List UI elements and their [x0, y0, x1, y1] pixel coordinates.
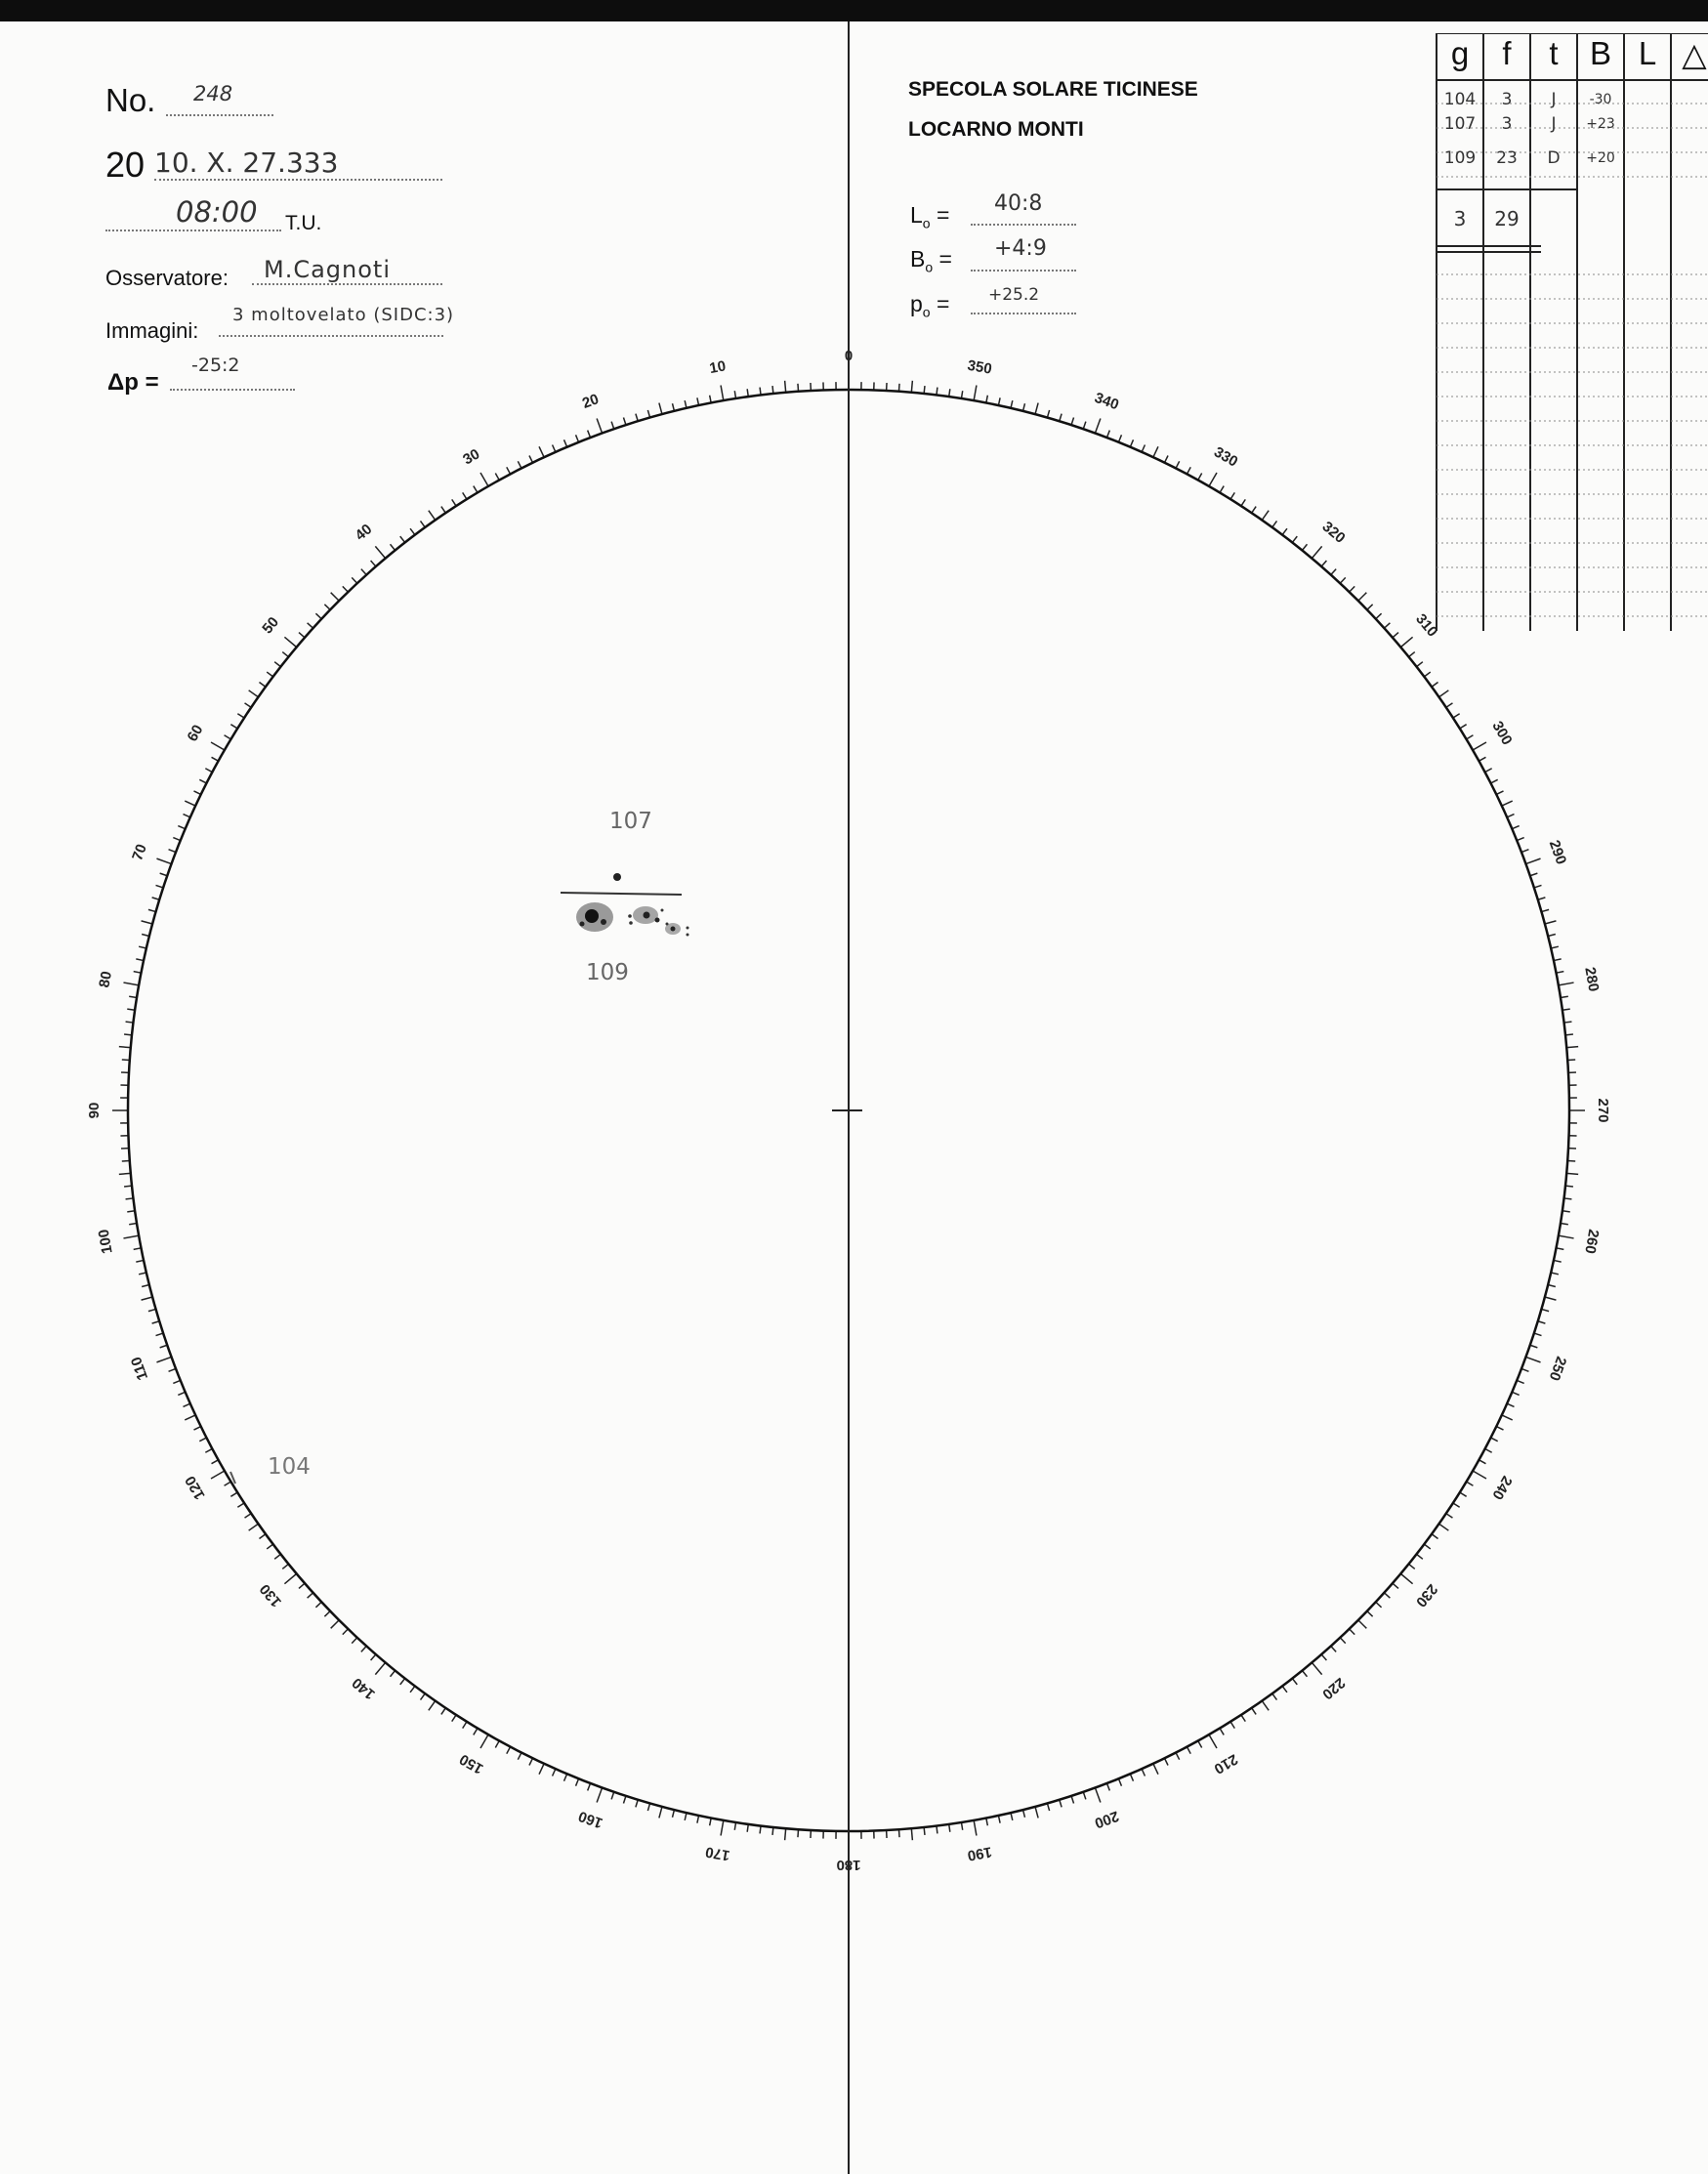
scale-tick	[721, 1820, 724, 1836]
scale-tick	[156, 858, 171, 863]
scale-tick	[185, 1415, 195, 1420]
sunspot-109-umbra-b	[644, 912, 650, 919]
scale-tick	[1153, 446, 1158, 457]
row1-f: 3	[1501, 90, 1513, 109]
scale-tick	[1400, 637, 1412, 647]
scale-tick	[1559, 1235, 1574, 1238]
time-unit: T.U.	[285, 212, 322, 234]
sunspot-107	[613, 873, 621, 881]
scale-label: 120	[182, 1473, 209, 1503]
date-value: 10. X. 27.333	[154, 146, 339, 179]
p0-label: $p_o$ =	[910, 291, 950, 320]
scale-tick	[539, 446, 544, 457]
scale-tick	[331, 593, 339, 601]
scale-label: 0	[844, 347, 854, 364]
scale-tick	[1209, 473, 1217, 486]
scale-tick	[249, 1524, 259, 1530]
scale-tick	[974, 385, 977, 400]
institution-location: LOCARNO MONTI	[908, 118, 1084, 141]
scale-tick	[1473, 742, 1486, 750]
sunspot-109-spot-h	[666, 923, 669, 926]
scale-label: 180	[836, 1857, 861, 1874]
sunspot-109-spot-g	[661, 909, 664, 912]
scale-tick	[123, 982, 139, 985]
row2-B: +23	[1586, 116, 1615, 132]
scale-tick	[1566, 1173, 1578, 1174]
scale-tick	[375, 1662, 385, 1674]
scale-tick	[1358, 1620, 1366, 1628]
scale-tick	[429, 511, 436, 521]
scale-label: 260	[1581, 1228, 1603, 1255]
scale-tick	[1153, 1764, 1158, 1775]
scale-tick	[1559, 982, 1574, 985]
scale-label: 100	[95, 1228, 116, 1255]
scale-tick	[1358, 593, 1366, 601]
scale-tick	[1400, 1573, 1412, 1583]
scale-label: 310	[1412, 610, 1441, 641]
scale-label: 150	[456, 1750, 486, 1777]
sunspot-109-spot-c	[655, 918, 660, 923]
scale-tick	[119, 1047, 131, 1048]
scale-tick	[1473, 1471, 1486, 1479]
total-groups: 3	[1453, 207, 1467, 230]
group-label-107: 107	[609, 809, 652, 834]
group-label-104: 104	[268, 1454, 311, 1480]
scale-label: 220	[1318, 1674, 1349, 1703]
scale-tick	[1262, 511, 1269, 521]
L0-value: 40:8	[994, 191, 1043, 216]
col-header-t: t	[1549, 35, 1559, 71]
scale-tick	[1095, 1787, 1100, 1802]
scale-tick	[1566, 1047, 1578, 1048]
scale-tick	[185, 801, 195, 806]
scale-tick	[1312, 546, 1321, 558]
scale-label: 60	[184, 722, 207, 745]
scale-label: 350	[966, 356, 993, 378]
scale-tick	[659, 403, 662, 415]
sunspot-table	[1436, 33, 1708, 631]
sunspot-109-spot-j	[687, 934, 689, 937]
scale-tick	[1525, 858, 1540, 863]
scale-tick	[284, 637, 296, 647]
dp-label: Δp =	[107, 369, 159, 396]
scale-label: 190	[966, 1843, 993, 1864]
scale-tick	[597, 418, 602, 433]
col-header-L: L	[1638, 35, 1657, 71]
observer-value: M.Cagnoti	[264, 256, 392, 283]
scale-tick	[1262, 1701, 1269, 1711]
scale-tick	[249, 690, 259, 697]
scale-tick	[331, 1620, 339, 1628]
scale-label: 140	[349, 1674, 379, 1703]
time-value: 08:00	[176, 195, 258, 229]
scale-tick	[1035, 1807, 1038, 1819]
scale-tick	[119, 1173, 131, 1174]
scale-label: 40	[352, 521, 376, 545]
col-header-B: B	[1589, 35, 1611, 71]
sunspot-109-spot-f	[629, 921, 633, 925]
scale-tick	[375, 546, 385, 558]
date-prefix: 20	[105, 145, 146, 185]
scale-label: 230	[1412, 1580, 1441, 1610]
scale-label: 130	[256, 1580, 285, 1610]
scale-tick	[539, 1764, 544, 1775]
scale-label: 210	[1211, 1750, 1241, 1777]
scale-label: 70	[129, 842, 150, 863]
scale-tick	[1439, 690, 1449, 697]
scale-tick	[911, 381, 912, 393]
p0-value: +25.2	[988, 285, 1040, 305]
no-value: 248	[193, 82, 233, 105]
row2-t: J	[1551, 114, 1557, 134]
scale-tick	[123, 1235, 139, 1238]
row3-f: 23	[1496, 148, 1518, 168]
sunspot-109-umbra-d	[671, 927, 676, 932]
scale-tick	[1312, 1662, 1321, 1674]
scale-label: 30	[460, 445, 483, 469]
scale-label: 240	[1488, 1473, 1516, 1503]
row2-g: 107	[1443, 114, 1477, 134]
scale-tick	[1095, 418, 1100, 433]
scale-tick	[1545, 921, 1557, 924]
sunspot-109-spot-a3	[580, 922, 585, 927]
row1-g: 104	[1443, 90, 1477, 109]
sunspot-109-umbra-a	[585, 909, 599, 923]
scale-tick	[597, 1787, 602, 1802]
total-spots: 29	[1494, 207, 1520, 230]
institution-name: SPECOLA SOLARE TICINESE	[908, 78, 1198, 101]
scale-tick	[156, 1357, 171, 1361]
sunspot-109-spot-a2	[601, 919, 606, 925]
row3-B: +20	[1586, 150, 1615, 166]
scale-tick	[785, 1828, 786, 1840]
scale-label: 250	[1545, 1354, 1570, 1383]
scale-label: 50	[259, 613, 283, 638]
scale-label: 320	[1318, 518, 1349, 547]
scale-tick	[211, 1471, 225, 1479]
scale-tick	[1035, 403, 1038, 415]
col-header-delta: △	[1682, 36, 1707, 72]
group-separator-line	[561, 893, 682, 895]
scale-tick	[142, 1297, 153, 1300]
scale-label: 200	[1092, 1807, 1121, 1832]
scale-label: 10	[708, 357, 728, 378]
scale-label: 90	[85, 1102, 103, 1119]
scale-tick	[284, 1573, 296, 1583]
scale-tick	[1525, 1357, 1540, 1361]
scale-label: 300	[1488, 718, 1516, 748]
scale-tick	[1439, 1524, 1449, 1530]
scale-label: 160	[576, 1807, 605, 1832]
scale-tick	[429, 1701, 436, 1711]
scale-label: 330	[1211, 443, 1241, 471]
images-value: 3 moltovelato (SIDC:3)	[232, 305, 455, 325]
scale-label: 170	[704, 1843, 731, 1864]
scale-tick	[1502, 1415, 1513, 1420]
col-header-g: g	[1450, 35, 1470, 71]
scale-tick	[1545, 1297, 1557, 1300]
scale-label: 80	[96, 970, 116, 989]
row3-t: D	[1547, 148, 1561, 168]
scale-tick	[480, 473, 488, 486]
scale-tick	[211, 742, 225, 750]
scale-label: 110	[127, 1354, 152, 1383]
scale-tick	[1502, 801, 1513, 806]
scale-tick	[480, 1735, 488, 1748]
scale-tick	[974, 1820, 977, 1836]
scale-label: 280	[1581, 966, 1603, 993]
scale-label: 20	[580, 391, 602, 412]
scale-label: 290	[1545, 838, 1570, 867]
observer-label: Osservatore:	[105, 266, 229, 290]
row1-t: J	[1551, 90, 1557, 109]
sunspot-109-spot-i	[687, 927, 689, 930]
scale-tick	[1209, 1735, 1217, 1748]
row3-g: 109	[1443, 148, 1477, 168]
sunspot-109-spot-e	[628, 914, 632, 918]
scale-tick	[142, 921, 153, 924]
row2-f: 3	[1501, 114, 1513, 134]
B0-label: $B_o$ =	[910, 246, 952, 275]
no-label: No.	[105, 82, 156, 118]
dp-value: -25:2	[191, 355, 240, 376]
scale-tick	[659, 1807, 662, 1819]
scale-label: 270	[1595, 1098, 1612, 1123]
L0-label: $L_o$ =	[910, 202, 950, 231]
group-label-109: 109	[586, 960, 629, 985]
B0-value: +4:9	[994, 236, 1047, 261]
scale-tick	[721, 385, 724, 400]
scale-label: 340	[1092, 389, 1121, 414]
scale-tick	[785, 381, 786, 393]
row1-B: -30	[1589, 92, 1612, 107]
scale-tick	[911, 1828, 912, 1840]
images-label: Immagini:	[105, 318, 199, 343]
col-header-f: f	[1502, 35, 1512, 71]
